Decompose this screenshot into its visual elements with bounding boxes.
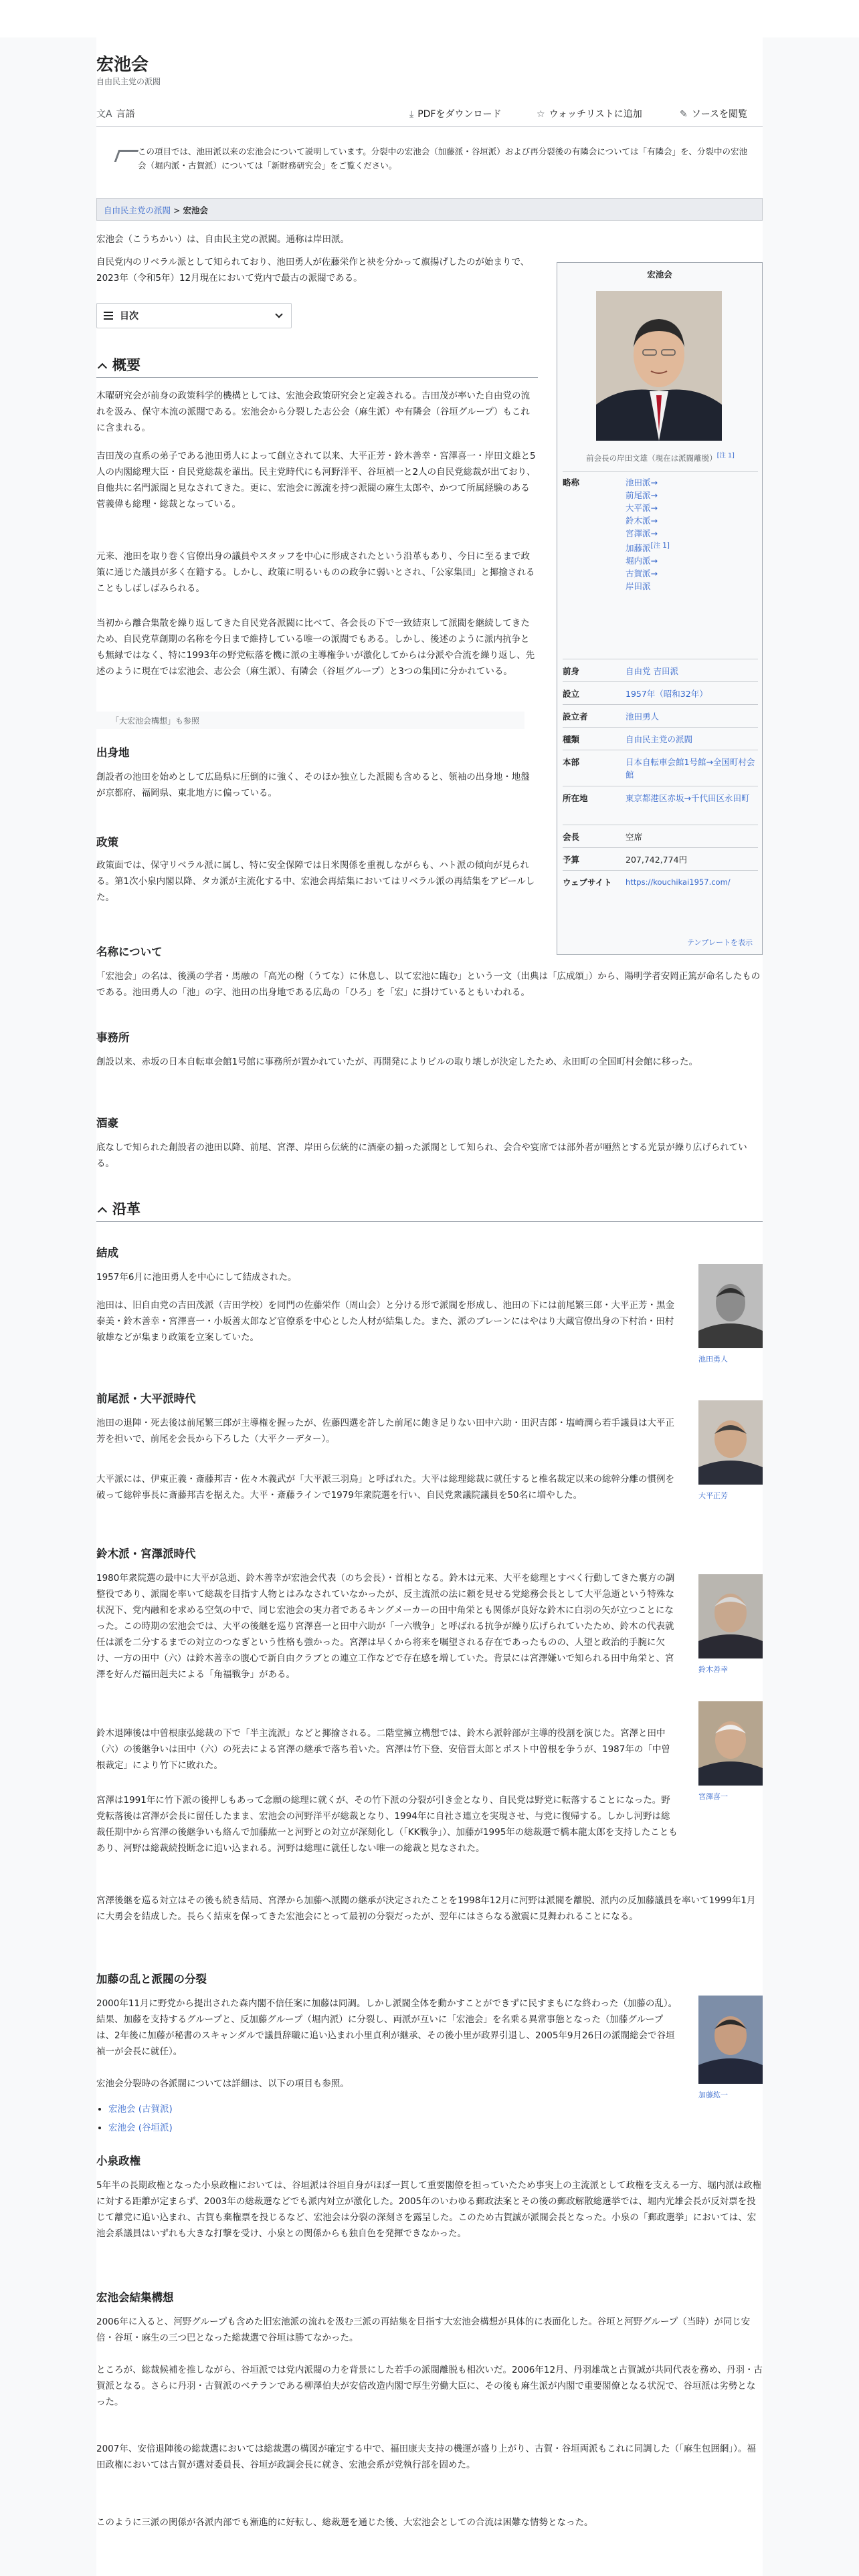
row-label: 所在地 (563, 793, 588, 803)
paragraph: 当初から離合集散を繰り返してきた自民党各派閥に比べて、各会長の下で一致結束して派閥を継続してきたため、自民党草創期の名称を今日まで維持している唯一の派閥でもある。しかし、後述のように派内抗争とも無縁ではなく、特に1993年の野党転落を機に派の主導権争いが激化してからは分派や合流を繰り返し、先述のように現在では宏池会、志公会（麻生派）、有隣会（谷垣グループ）と3つの集団に分かれている。 (96, 618, 535, 677)
article-page (96, 0, 763, 2576)
breadcrumb-current: 宏池会 (183, 205, 208, 215)
subsection-heading: 鈴木派・宮澤派時代 (96, 1547, 196, 1560)
row-values (626, 476, 670, 593)
paragraph: 2007年、安倍退陣後の総裁選においては総裁選の構図が確定する中で、福田康夫支持の機運が盛り上がり、古賀・谷垣両派もこれに同調した（「麻生包囲網」）。福田政権においては古賀が選対委員長、谷垣が政調会長に就き、宏池会系が党執行部を固めた。 (96, 2444, 756, 2470)
row-label: 設立者 (563, 712, 588, 722)
language-label: 言語 (116, 109, 135, 120)
row-label: 予算 (563, 855, 580, 865)
breadcrumb-parent[interactable]: 自由民主党の派閥 (104, 205, 171, 215)
heading-text: 概要 (112, 356, 140, 373)
breadcrumb-separator: > (171, 205, 183, 215)
row-value[interactable]: 池田勇人 (626, 712, 660, 722)
row-value[interactable]: 日本自転車会館1号館→全国町村会館 (626, 757, 755, 780)
faction-link[interactable]: 加藤派 (626, 543, 651, 554)
portrait-ohira[interactable] (698, 1400, 763, 1485)
chevron-up-icon (98, 363, 107, 372)
infobox-row (563, 727, 758, 750)
infobox-row (563, 704, 758, 727)
intro-paragraph-1: 宏池会（こうちかい）は、自由民主党の派閥。通称は岸田派。 (96, 234, 349, 245)
portrait-image (698, 1264, 763, 1348)
see-also-note (96, 712, 524, 729)
infobox (557, 262, 763, 955)
portrait-caption[interactable]: 大平正芳 (698, 1491, 728, 1500)
portrait-kato[interactable] (698, 1996, 763, 2084)
portrait-miyazawa[interactable] (698, 1701, 763, 1786)
portrait-image (698, 1996, 763, 2084)
infobox-caption (563, 450, 758, 463)
paragraph: 1980年衆院選の最中に大平が急逝、鈴木善幸が宏池会代表（のち会長）・首相となる。鈴木は元来、大平を総理とすべく行動してきた裏方の調整役であり、派閥を率いて総裁を目指す人物とはみなされていなかったが、反主流派の法に頼を見せる党総務会長として大平急逝という特殊な状況下、党内融和を求める空気の中で、同じ宏池会の実力者であるキングメーカーの田中角栄とも関係が良好な鈴木に白羽の矢が立つことになった。この時期の宏池会では、大平の後継を巡り宮澤喜一と田中六助が「一六戦争」と呼ばれる抗争が繰り広げられていたため、鈴木の代表就任は派を二分するまでの対立のつなぎという性格も強かった。宮澤は早くから将来を嘱望される存在であったものの、人望と政治的手腕に欠け、一方の田中（六）は鈴木善幸の腹心で新自由クラブとの連立工作などで存在感を増していた。背景には宮澤嫌いで知られる田中角栄と、宮澤を好んだ福田赳夫による「角福戦争」がある。 (96, 1573, 675, 1680)
watch-label: ウォッチリストに追加 (549, 109, 642, 120)
subsection-heading: 酒豪 (96, 1117, 118, 1130)
faction-ref[interactable]: [注 1] (650, 542, 670, 550)
paragraph: 池田は、旧自由党の吉田茂派（吉田学校）を同門の佐藤栄作（周山会）と分ける形で派閥を形成し、池田の下には前尾繁三郎・大平正芳・黒金泰美・鈴木善幸・宮澤喜一・小坂善太郎など官僚系を中心とした人材が結集した。また、派のブレーンにはやはり大蔵官僚出身の下村治・田村敏雄などが集まり政策を立案していた。 (96, 1300, 674, 1343)
row-label: 前身 (563, 666, 580, 676)
paragraph: 1957年6月に池田勇人を中心にして結成された。 (96, 1272, 297, 1283)
paragraph: 池田の退陣・死去後は前尾繁三郎が主導権を握ったが、佐藤四選を許した前尾に飽き足りない田中六助・田沢吉郎・塩崎潤ら若手議員は大平正芳を担いで、前尾を会長から下ろした（大平クーデター）。 (96, 1418, 674, 1444)
paragraph: このように三派の関係が各派内部でも漸進的に好転し、総裁選を通じた後、大宏池会としての合流は困難な情勢となった。 (96, 2517, 593, 2528)
infobox-row (563, 870, 758, 897)
list-icon (104, 312, 113, 320)
chevron-down-icon (275, 310, 282, 318)
paragraph: 元来、池田を取り巻く官僚出身の議員やスタッフを中心に形成されたという沿革もあり、今日に至るまで政策に通じた議員が多く在籍する。しかし、政策に明るいものの政争に弱いとされ、「公家集団」と揶揄されることもしばしばみられる。 (96, 551, 535, 594)
page-toolbar (96, 100, 763, 127)
faction-link[interactable]: 鈴木派→ (626, 516, 658, 526)
source-label: ソースを閲覧 (691, 109, 748, 120)
paragraph: 宏池会分裂時の各派閥については詳細は、以下の項目も参照。 (96, 2078, 349, 2089)
paragraph: 木曜研究会が前身の政策科学的機構としては、宏池会政策研究会と定義される。吉田茂が率いた自由党の流れを汲み、保守本流の派閥である。宏池会から分裂した志公会（麻生派）や有隣会（谷垣グループ）もこれに含まれる。 (96, 391, 530, 433)
paragraph: ところが、総裁候補を推しながら、谷垣派では党内派閥の力を背景にした若手の派閥離脱も相次いだ。2006年12月、丹羽雄哉と古賀誠が共同代表を務め、丹羽・古賀派となる。さらに丹羽・古賀派のベテランである柳澤伯夫が安倍改造内閣で厚生労働大臣に、その後も麻生派が内閣で重要閣僚となる状況で、谷垣派は劣勢となった。 (96, 2365, 763, 2407)
portrait-caption[interactable]: 池田勇人 (698, 1355, 728, 1364)
subsection-heading: 宏池会結集構想 (96, 2291, 174, 2304)
faction-link[interactable]: 大平派→ (626, 503, 658, 513)
faction-link[interactable]: 古賀派→ (626, 568, 658, 579)
pdf-download-button[interactable] (409, 107, 501, 120)
portrait-caption[interactable]: 鈴木善幸 (698, 1665, 728, 1674)
infobox-row (563, 786, 758, 825)
portrait-image (698, 1400, 763, 1485)
infobox-photo[interactable] (596, 291, 722, 441)
subsection-heading: 事務所 (96, 1031, 130, 1044)
template-link[interactable]: テンプレートを表示 (686, 938, 753, 947)
faction-link[interactable]: 前尾派→ (626, 490, 658, 500)
portrait-image (596, 291, 722, 441)
hatnote (96, 142, 763, 185)
paragraph: 大平派には、伊東正義・斎藤邦吉・佐々木義武が「大平派三羽烏」と呼ばれた。大平は総理総裁に就任すると椎名裁定以来の総幹分離の慣例を破って総幹事長に斎藤邦吉を据えた。大平・斎藤ラインで1979年衆院選を行い、自民党衆議院議員を50名に増やした。 (96, 1474, 674, 1501)
edit-lock-icon: ✎ (680, 109, 688, 120)
infobox-title: 宏池会 (647, 270, 672, 280)
paragraph: 創設者の池田を始めとして広島県に圧倒的に強く、そのほか独立した派閥も含めると、領袖の出身地・地盤が京都府、福岡県、東北地方に偏っている。 (96, 772, 530, 798)
faction-link[interactable]: 宮澤派→ (626, 528, 658, 538)
paragraph: 政策面では、保守リベラル派に属し、特に安全保障では日米関係を重視しながらも、ハト派の傾向が見られる。第1次小泉内閣以降、タカ派が主流化する中、宏池会再結集においてはリベラル派の再結集をアピールした。 (96, 860, 535, 903)
paragraph: 宮澤後継を巡る対立はその後も続き結局、宮澤から加藤へ派閥の継承が決定されたことを1998年12月に河野は派閥を離脱、派内の反加藤議員を率いて1999年1月に大勇会を結成した。長らく結束を保ってきた宏池会にとって最初の分裂だったが、翌年にはさらなる激震に見舞われることになる。 (96, 1895, 756, 1922)
row-label: 会長 (563, 832, 580, 842)
language-icon: 文A (96, 109, 112, 120)
subsection-heading: 結成 (96, 1247, 118, 1259)
paragraph: 鈴木退陣後は中曽根康弘総裁の下で「半主流派」などと揶揄される。二階堂擁立構想では、鈴木ら派幹部が主導的役割を演じた。宮澤と田中（六）の後継争いは田中（六）の死去による宮澤の継承で落ち着いた。宮澤は竹下登、安倍晋太郎とポスト中曽根を争うが、1987年の「中曽根裁定」により竹下に敗れた。 (96, 1728, 670, 1771)
portrait-caption[interactable]: 加藤紘一 (698, 2090, 728, 2099)
faction-link[interactable]: 堀内派→ (626, 556, 658, 566)
subsection-heading: 小泉政権 (96, 2155, 140, 2167)
see-also-text: 「大宏池会構想」も参照 (111, 716, 200, 726)
section-heading[interactable] (96, 354, 538, 378)
subsection-heading: 名称について (96, 946, 163, 958)
portrait-caption[interactable]: 宮澤喜一 (698, 1792, 728, 1801)
hatnote-text: この項目では、池田派以来の宏池会について説明しています。分裂中の宏池会（加藤派・谷垣派）および再分裂後の有隣会については「有隣会」を、分裂中の宏池会（堀内派・古賀派）については「新財務研究会」をご覧ください。 (138, 146, 748, 171)
row-label: 略称 (563, 477, 580, 488)
paragraph: 底なしで知られた創設者の池田以降、前尾、宮澤、岸田ら伝統的に酒豪の揃った派閥として知られ、会合や宴席では部外者が唖然とする光景が繰り広げられている。 (96, 1142, 747, 1169)
chevron-up-icon (98, 1207, 107, 1216)
subsection-heading: 前尾派・大平派時代 (96, 1392, 196, 1405)
infobox-row (563, 825, 758, 847)
related-list (108, 2100, 173, 2137)
row-label: 種類 (563, 734, 580, 744)
related-link[interactable]: 宏池会 (谷垣派) (108, 2123, 173, 2133)
page-subtitle: 自由民主党の派閥 (96, 77, 161, 86)
infobox-row-abbr (563, 471, 758, 605)
view-source-button[interactable] (680, 107, 747, 120)
list-item[interactable] (108, 2119, 173, 2137)
infobox-row (563, 750, 758, 786)
download-icon: ⤓ (409, 109, 414, 120)
toc-toggle[interactable] (96, 303, 292, 328)
portrait-ikeda[interactable] (698, 1264, 763, 1348)
portrait-image (698, 1574, 763, 1658)
faction-link[interactable]: 岸田派 (626, 581, 651, 592)
heading-text: 沿革 (112, 1200, 140, 1217)
toc-label: 目次 (120, 311, 138, 322)
subsection-heading: 政策 (96, 836, 118, 849)
infobox-row (563, 847, 758, 870)
row-value: 空席 (626, 832, 643, 842)
watchlist-button[interactable] (537, 107, 642, 120)
related-link[interactable]: 宏池会 (古賀派) (108, 2104, 173, 2115)
portrait-suzuki[interactable] (698, 1574, 763, 1658)
disambiguation-icon (114, 150, 139, 162)
breadcrumb (96, 198, 763, 221)
row-value[interactable]: 自由党 吉田派 (626, 666, 678, 676)
row-label: 設立 (563, 689, 580, 699)
list-item[interactable] (108, 2100, 173, 2119)
paragraph: 創設以来、赤坂の日本自転車会館1号館に事務所が置かれていたが、再開発によりビルの取り壊しが決定したため、永田町の全国町村会館に移った。 (96, 1057, 698, 1067)
row-label: 本部 (563, 757, 580, 767)
intro-paragraph-2: 自民党内のリベラル派として知られており、池田勇人が佐藤栄作と袂を分かって旗揚げしたのが始まりで、2023年（令和5年）12月現在において党内で最古の派閥である。 (96, 257, 530, 284)
caption-ref[interactable]: [注 1] (717, 452, 735, 459)
portrait-image (698, 1701, 763, 1786)
subsection-heading: 出身地 (96, 746, 130, 759)
paragraph: 5年半の長期政権となった小泉政権においては、谷垣派は谷垣自身がほぼ一貫して重要閣僚を担っていたため事実上の主流派として政権を支える一方、堀内派は政権に対する距離が定まらず、2003年の総裁選などでも派内対立が激化した。2005年のいわゆる郵政法案とその後の郵政解散総選挙では、堀内光雄会長が反対票を投じて離党に追い込まれ、古賀も棄権票を投じるなど、宏池会は分裂の深刻さを露呈した。このため古賀誠が派閥会長となった。小泉の「郵政選挙」においては、宏池会系議員はいずれも大きな打撃を受け、小泉との関係からも独自色を発揮できなかった。 (96, 2180, 762, 2239)
paragraph: 「宏池会」の名は、後漢の学者・馬融の「高光の榭（うてな）に休息し、以て宏池に臨む」という一文（出典は「広成頌」）から、陽明学者安岡正篤が命名したものである。池田勇人の「池」の字、池田の出身地である広島の「ひろ」を「宏」に掛けているともいわれる。 (96, 971, 761, 998)
paragraph: 宮澤は1991年に竹下派の後押しもあって念願の総理に就くが、その竹下派の分裂が引き金となり、自民党は野党に転落することになった。野党転落後は宮澤が会長に留任したまま、宏池会の河野洋平が総裁となり、1994年に自社さ連立を実現させ、与党に復帰する。しかし河野は総裁任期中から宮澤の後継争いも絡んで加藤紘一と河野との対立が深刻化し（「KK戦争」）、加藤が1995年の総裁選で橋本龍太郎を支持したこともあり、河野は総裁続投断念に追い込まれる。河野は総理に就任しない唯一の総裁と見なされた。 (96, 1795, 678, 1854)
website-link[interactable]: https://kouchikai1957.com/ (626, 877, 731, 887)
row-value[interactable]: 東京都港区赤坂→千代田区永田町 (626, 793, 750, 803)
subsection-heading: 加藤の乱と派閥の分裂 (96, 1973, 207, 1985)
paragraph: 2006年に入ると、河野グループも含めた旧宏池派の流れを汲む三派の再結集を目指す大宏池会構想が具体的に表面化した。谷垣と河野グループ（当時）が同じ安倍・谷垣・麻生の三つ巴となった総裁選で谷垣は勝てなかった。 (96, 2317, 751, 2343)
star-icon: ☆ (537, 109, 545, 120)
pdf-label: PDFをダウンロード (417, 109, 502, 120)
caption-text: 前会長の岸田文雄（現在は派閥離脱） (586, 453, 717, 463)
row-value[interactable]: 1957年（昭和32年） (626, 689, 708, 699)
section-heading[interactable] (96, 1198, 763, 1222)
row-label: ウェブサイト (563, 877, 612, 887)
infobox-row (563, 659, 758, 681)
language-button[interactable] (96, 107, 135, 120)
row-value: 207,742,774円 (626, 855, 688, 865)
paragraph: 2000年11月に野党から提出された森内閣不信任案に加藤は同調。しかし派閥全体を動かすことができずに民すまもにな終わった（加藤の乱）。結果、加藤を支持するグループと、反加藤グループ（堀内派）に分裂し、両派が互いに「宏池会」を名乗る異常事態となった（加藤グループは、2年後に加藤が秘書のスキャンダルで議員辞職に追い込まれ小里貞利が継承、その後小里が政界引退し、2005年9月26日の派閥総会で谷垣禎一が会長に就任）。 (96, 1998, 678, 2057)
paragraph: 吉田茂の直系の弟子である池田勇人によって創立されて以来、大平正芳・鈴木善幸・宮澤喜一・岸田文雄と5人の内閣総理大臣・自民党総裁を輩出。民主党時代にも河野洋平、谷垣禎一と2人の自民党総裁が出ており、自他共に名門派閥と見なされてきた。更に、宏池会に源流を持つ派閥の麻生太郎や、かつて所属経験のある菅義偉も総理・総裁となっている。 (96, 451, 536, 510)
infobox-row (563, 681, 758, 704)
page-title: 宏池会 (96, 55, 149, 75)
faction-link[interactable]: 池田派→ (626, 477, 658, 488)
row-value[interactable]: 自由民主党の派閥 (626, 734, 693, 744)
